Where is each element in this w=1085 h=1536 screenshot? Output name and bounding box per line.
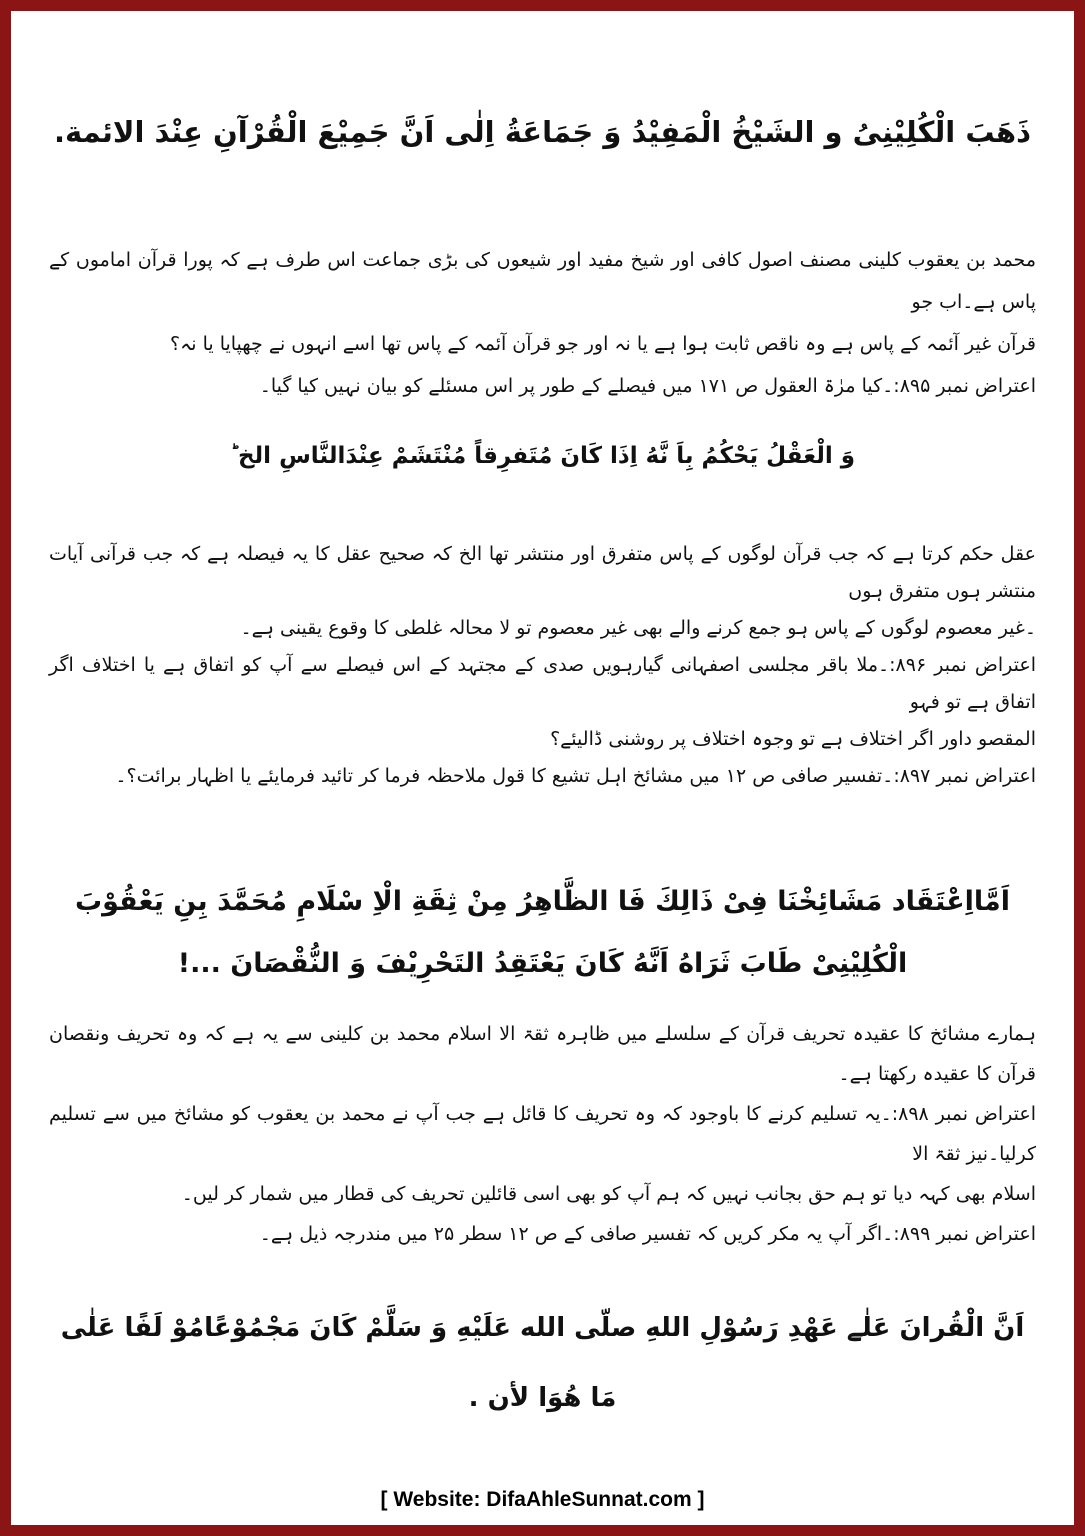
page-content — [49, 11, 1036, 1525]
text-line: المقصو داور اگر اختلاف ہے تو وجوہ اختلاف پر روشنی ڈالیئے؟ — [550, 728, 1036, 750]
arabic-quote-mashaikh: اَمَّااِعْتَقَاد مَشَائِخْنَا فِىْ ذَالِكَ فَا الظَّاهِرُ مِنْ ثِقَةِ الْاِ سْلَامِ مُحَمَّدَ بِنِ يَعْقُوْبَ الْكُلِيْنِىْ طَابَ ثَرَاهُ اَنَّهُ كَانَ يَعْتَقِدُ التَحْرِيْفَ وَ النُّقْصَانَ ...! — [74, 886, 1011, 979]
text-line: اسلام بھی کہہ دیا تو ہم حق بجانب نہیں کہ ہم آپ کو بھی اسی قائلین تحریف کی قطار میں شمار کر لیں۔ — [181, 1183, 1036, 1205]
objection-899: اعتراض نمبر ۸۹۹:۔اگر آپ یہ مکر کریں کہ تفسیر صافی کے ص ۱۲ سطر ۲۵ میں مندرجہ ذیل ہے۔ — [259, 1223, 1036, 1245]
urdu-paragraph-2 — [49, 536, 1036, 795]
objection-897: اعتراض نمبر ۸۹۷:۔تفسیر صافی ص ۱۲ میں مشائخ اہل تشیع کا قول ملاحظہ فرما کر تائید فرمایئے یا اظہار برائت؟۔ — [115, 765, 1036, 787]
arabic-heading-top: ذَهَبَ الْكُلِيْنِىُ و الشَيْخُ الْمَفِيْدُ وَ جَمَاعَةُ اِلٰى اَنَّ جَمِيْعَ الْقُرْآنِ عِنْدَ الائمة. — [53, 115, 1032, 149]
objection-898: اعتراض نمبر ۸۹۸:۔یہ تسلیم کرنے کا باوجود کہ وہ تحریف کا قائل ہے جب آپ نے محمد بن یعقوب کو مشائخ میں سے تسلیم کرلیا۔نیز ثقۃ الا — [49, 1103, 1036, 1165]
urdu-paragraph-3 — [49, 1014, 1036, 1254]
objection-895: اعتراض نمبر ۸۹۵:۔کیا مرٰۃ العقول ص ۱۷۱ میں فیصلے کے طور پر اس مسئلے کو بیان نہیں کیا گیا۔ — [259, 375, 1036, 397]
text-line: ۔غیر معصوم لوگوں کے پاس ہو جمع کرنے والے بھی غیر معصوم تو لا محالہ غلطی کا وقوع یقینی ہے۔ — [240, 617, 1036, 639]
urdu-paragraph-1 — [49, 239, 1036, 407]
arabic-quote-aql: وَ الْعَقْلُ يَحْكُمُ بِاَ نَّهُ اِذَا كَانَ مُتَفرِقاً مُنْتَشَمْ عِنْدَالنَّاسِ الخ ؕ — [229, 443, 856, 469]
website-footer: [ Website: DifaAhleSunnat.com ] — [380, 1488, 705, 1511]
text-line: محمد بن یعقوب کلینی مصنف اصول کافی اور شیخ مفید اور شیعوں کی بڑی جماعت اس طرف ہے کہ پورا قرآن اماموں کے پاس ہے۔اب جو — [49, 249, 1036, 313]
text-line: عقل حکم کرتا ہے کہ جب قرآن لوگوں کے پاس متفرق اور منتشر تھا الخ کہ صحیح عقل کا یہ فیصلہ ہے کہ جب قرآنی آیات منتشر ہوں متفرق ہوں — [49, 543, 1036, 602]
text-line: ہمارے مشائخ کا عقیدہ تحریف قرآن کے سلسلے میں ظاہرہ ثقۃ الا اسلام محمد بن کلینی سے یہ ہے کہ وہ تحریف ونقصان قرآن کا عقیدہ رکھتا ہے۔ — [49, 1023, 1036, 1085]
objection-896: اعتراض نمبر ۸۹۶:۔ملا باقر مجلسی اصفہانی گیارہویں صدی کے مجتہد کے اس فیصلے سے آپ کو اتفاق ہے یا اختلاف اگر اتفاق ہے تو فہو — [49, 654, 1036, 713]
arabic-quote-quran: اَنَّ الْقُرانَ عَلٰے عَهْدِ رَسُوْلِ اللهِ صلّى الله عَلَيْهِ وَ سَلَّمْ كَانَ مَجْمُوْعًامُوْ لَفًا عَلٰى مَا هُوَا لأن . — [60, 1313, 1025, 1413]
text-line: قرآن غیر آئمہ کے پاس ہے وہ ناقص ثابت ہوا ہے یا نہ اور جو قرآن آئمہ کے پاس تھا اسے انہوں نے چھپایا یا نہ؟ — [170, 333, 1036, 355]
